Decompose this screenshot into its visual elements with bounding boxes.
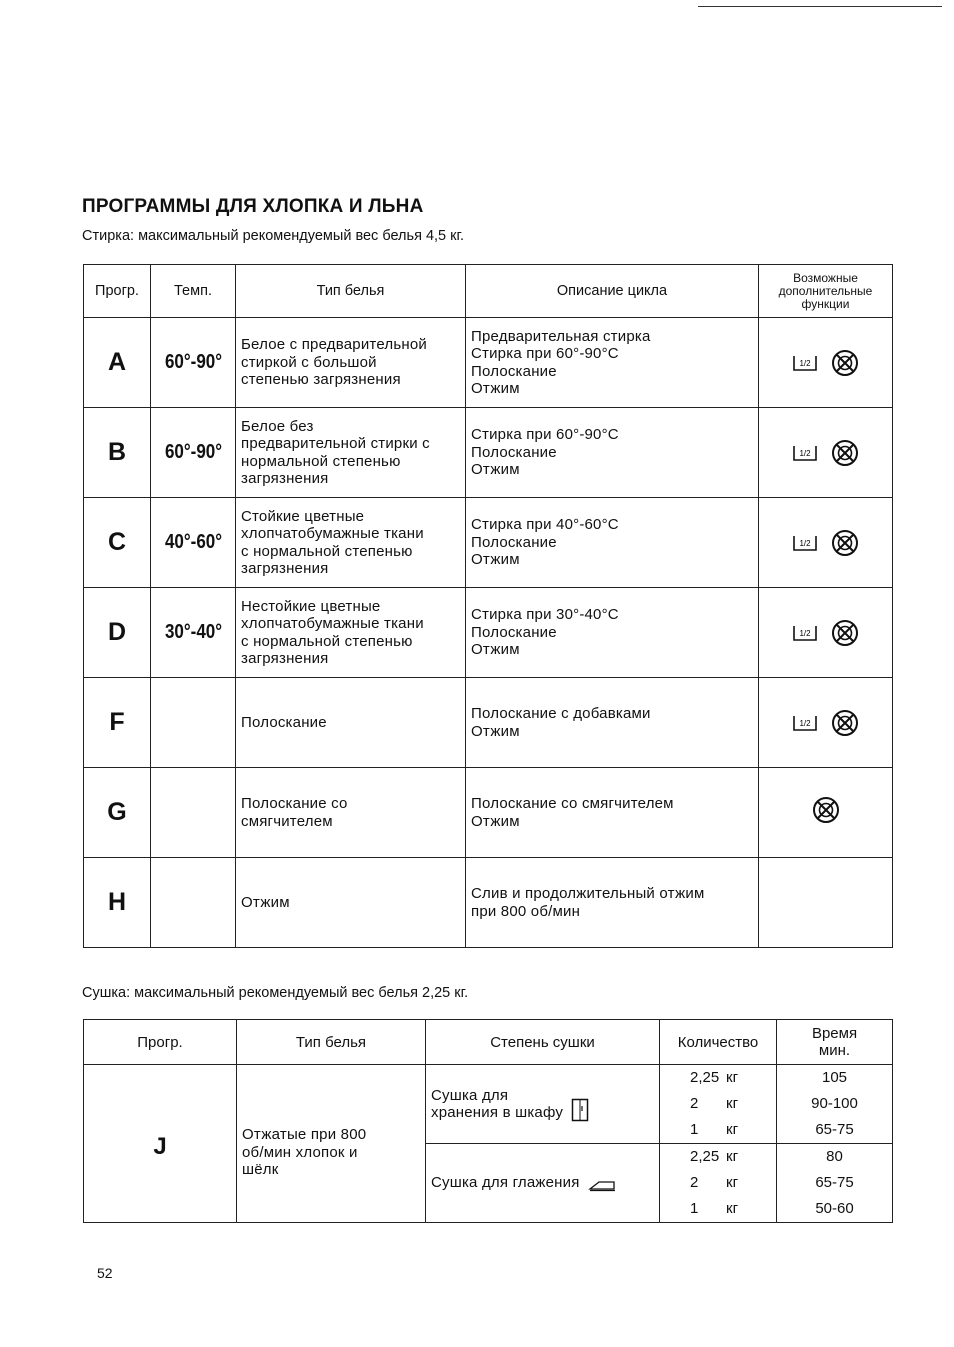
svg-text:1/2: 1/2 <box>798 538 811 548</box>
col-options-line1: Возможные <box>793 270 858 285</box>
half-load-icon <box>792 623 818 643</box>
laundry-type-line: хлопчатобумажные ткани <box>241 615 424 632</box>
col-temp: Темп. <box>151 265 236 318</box>
cycle-description <box>466 858 759 948</box>
cycle-description <box>466 678 759 768</box>
laundry-type-line: стиркой с большой <box>241 353 377 371</box>
drying-degree <box>426 1065 660 1144</box>
no-spin-icon <box>830 348 860 378</box>
drying-time: 80 <box>777 1144 893 1171</box>
laundry-type-line: Отжатые при 800 <box>242 1126 367 1144</box>
cycle-step: Полоскание <box>471 533 557 551</box>
laundry-type-line: загрязнения <box>241 560 329 577</box>
laundry-type-line: шёлк <box>242 1161 279 1179</box>
program-letter: D <box>84 588 151 678</box>
no-spin-icon <box>830 618 860 648</box>
cycle-step: Полоскание с добавками <box>471 705 651 722</box>
laundry-type-line: Стойкие цветные <box>241 507 365 525</box>
program-letter: C <box>84 498 151 588</box>
cycle-step: Полоскание <box>471 362 557 380</box>
quantity-unit: кг <box>726 1095 739 1112</box>
wash-note-label: Стирка: <box>82 228 135 244</box>
dry-col-time <box>777 1020 893 1065</box>
laundry-type-line: смягчителем <box>241 812 333 830</box>
laundry-type-line: Полоскание со <box>241 795 348 812</box>
top-rule <box>698 6 942 7</box>
cycle-step: Отжим <box>471 722 520 740</box>
cycle-step: Полоскание <box>471 623 557 641</box>
temperature <box>157 858 229 948</box>
options-cell <box>759 588 893 678</box>
laundry-type <box>236 498 466 588</box>
quantity-value: 2,25 <box>690 1069 720 1086</box>
temperature: 40°-60° <box>157 498 229 588</box>
options-icons <box>811 795 841 825</box>
col-desc: Описание цикла <box>466 265 759 318</box>
laundry-type <box>236 678 466 768</box>
laundry-type-line: Белое с предварительной <box>241 336 427 354</box>
program-letter: H <box>84 858 151 948</box>
laundry-type-line: загрязнения <box>241 650 329 667</box>
quantity-value: 1 <box>690 1121 699 1138</box>
quantity <box>660 1091 777 1117</box>
quantity-unit: кг <box>726 1200 739 1217</box>
laundry-type-line: Нестойкие цветные <box>241 597 381 615</box>
half-load-icon <box>792 533 818 553</box>
laundry-type <box>236 318 466 408</box>
cycle-step: Полоскание <box>471 443 557 461</box>
cycle-step: Стирка при 60°-90°C <box>471 426 619 444</box>
table-row <box>84 498 893 588</box>
svg-text:1/2: 1/2 <box>798 358 811 368</box>
page-title: ПРОГРАММЫ ДЛЯ ХЛОПКА И ЛЬНА <box>82 196 424 217</box>
temperature <box>157 678 229 768</box>
table-row <box>84 408 893 498</box>
drying-degree-line: хранения в шкафу <box>431 1104 564 1121</box>
drying-time: 65-75 <box>777 1117 893 1144</box>
dry-note-label: Сушка: <box>82 985 131 1001</box>
options-cell <box>759 408 893 498</box>
program-letter: G <box>84 768 151 858</box>
table-row <box>84 768 893 858</box>
options-cell <box>759 678 893 768</box>
no-spin-icon <box>830 528 860 558</box>
cycle-step: при 800 об/мин <box>471 902 581 920</box>
wash-header-row <box>84 265 893 318</box>
quantity-unit: кг <box>726 1174 739 1191</box>
cycle-step: Стирка при 30°-40°C <box>471 606 619 624</box>
quantity-value: 2 <box>690 1174 699 1191</box>
half-load-icon <box>792 353 818 373</box>
cycle-description <box>466 768 759 858</box>
drying-time: 65-75 <box>777 1170 893 1196</box>
drying-degree <box>426 1144 660 1223</box>
cupboard-icon <box>571 1098 589 1122</box>
drying-degree-content <box>431 1174 656 1192</box>
laundry-type <box>236 588 466 678</box>
options-cell <box>759 768 893 858</box>
col-type: Тип белья <box>236 265 466 318</box>
cycle-step: Полоскание со смягчителем <box>471 795 674 812</box>
wash-programs-table <box>83 264 893 948</box>
quantity-unit: кг <box>726 1069 739 1086</box>
cycle-step: Стирка при 40°-60°C <box>471 516 619 534</box>
dry-col-type: Тип белья <box>237 1020 426 1065</box>
half-load-icon <box>792 443 818 463</box>
laundry-type-line: с нормальной степенью <box>241 632 413 650</box>
program-letter: J <box>84 1065 237 1223</box>
laundry-type <box>237 1065 426 1223</box>
drying-time: 90-100 <box>777 1091 893 1117</box>
options-icons <box>792 438 860 468</box>
wash-note-text: максимальный рекомендуемый вес белья 4,5 кг. <box>134 228 465 244</box>
quantity-value: 1 <box>690 1200 699 1217</box>
laundry-type-line: об/мин хлопок и <box>242 1143 358 1161</box>
svg-text:1/2: 1/2 <box>798 448 811 458</box>
dry-note <box>82 985 468 1001</box>
program-letter: F <box>84 678 151 768</box>
drying-degree-line: Сушка для <box>431 1086 509 1104</box>
iron-icon <box>588 1178 616 1192</box>
dry-col-prog: Прогр. <box>84 1020 237 1065</box>
laundry-type-line: хлопчатобумажные ткани <box>241 525 424 542</box>
laundry-type <box>236 768 466 858</box>
laundry-type-line: загрязнения <box>241 470 329 487</box>
options-cell <box>759 318 893 408</box>
dry-header-row <box>84 1020 893 1065</box>
no-spin-icon <box>830 708 860 738</box>
cycle-description <box>466 588 759 678</box>
dry-note-text: максимальный рекомендуемый вес белья 2,25 кг. <box>130 985 469 1001</box>
dry-col-time-line1: Время <box>811 1025 858 1042</box>
options-cell <box>759 858 893 948</box>
col-options-line3: функции <box>801 296 850 311</box>
quantity <box>660 1170 777 1196</box>
quantity-value: 2 <box>690 1095 699 1112</box>
cycle-step: Отжим <box>471 641 520 659</box>
laundry-type-line: с нормальной степенью <box>241 542 413 560</box>
laundry-type-line: нормальной степенью <box>241 452 401 470</box>
cycle-step: Отжим <box>471 551 520 569</box>
quantity <box>660 1196 777 1223</box>
cycle-description <box>466 408 759 498</box>
laundry-type-line: Полоскание <box>241 713 327 731</box>
laundry-type-line: степенью загрязнения <box>241 371 401 389</box>
cycle-step: Отжим <box>471 380 520 397</box>
options-icons <box>792 708 860 738</box>
options-icons <box>792 348 860 378</box>
drying-degree-line: Сушка для глажения <box>431 1174 580 1192</box>
dry-col-qty: Количество <box>660 1020 777 1065</box>
col-prog: Прогр. <box>84 265 151 318</box>
cycle-step: Предварительная стирка <box>471 327 651 345</box>
no-spin-icon <box>830 438 860 468</box>
col-options <box>759 265 893 318</box>
options-cell <box>759 498 893 588</box>
cycle-step: Отжим <box>471 812 520 830</box>
col-options-line2: дополнительные <box>778 283 873 298</box>
temperature: 60°-90° <box>157 318 229 408</box>
drying-table <box>83 1019 893 1223</box>
half-load-icon <box>792 713 818 733</box>
table-row <box>84 1065 893 1092</box>
no-spin-icon <box>811 795 841 825</box>
options-icons <box>792 618 860 648</box>
wash-note <box>82 228 464 244</box>
dry-col-degree: Степень сушки <box>426 1020 660 1065</box>
drying-degree-text <box>431 1174 580 1192</box>
table-row <box>84 858 893 948</box>
laundry-type-line: Белое без <box>241 417 314 435</box>
table-row <box>84 588 893 678</box>
drying-degree-content <box>431 1087 656 1122</box>
options-icons <box>792 528 860 558</box>
svg-text:1/2: 1/2 <box>798 718 811 728</box>
temperature <box>157 768 229 858</box>
temperature: 30°-40° <box>157 588 229 678</box>
dry-col-time-line2: мин. <box>818 1042 851 1059</box>
quantity <box>660 1065 777 1092</box>
cycle-step: Отжим <box>471 461 520 479</box>
table-row <box>84 678 893 768</box>
laundry-type-line: предварительной стирки с <box>241 435 430 452</box>
quantity <box>660 1144 777 1171</box>
program-letter: A <box>84 318 151 408</box>
cycle-description <box>466 318 759 408</box>
quantity-value: 2,25 <box>690 1148 720 1165</box>
quantity-unit: кг <box>726 1121 739 1138</box>
cycle-description <box>466 498 759 588</box>
drying-time: 50-60 <box>777 1196 893 1223</box>
laundry-type <box>236 408 466 498</box>
cycle-step: Стирка при 60°-90°C <box>471 345 619 362</box>
cycle-step: Слив и продолжительный отжим <box>471 885 705 902</box>
svg-text:1/2: 1/2 <box>798 628 811 638</box>
temperature: 60°-90° <box>157 408 229 498</box>
quantity <box>660 1117 777 1144</box>
drying-time: 105 <box>777 1065 893 1092</box>
laundry-type <box>236 858 466 948</box>
program-letter: B <box>84 408 151 498</box>
laundry-type-line: Отжим <box>241 893 290 911</box>
table-row <box>84 318 893 408</box>
page-number: 52 <box>97 1265 113 1281</box>
drying-degree-text <box>431 1087 563 1122</box>
quantity-unit: кг <box>726 1148 739 1165</box>
